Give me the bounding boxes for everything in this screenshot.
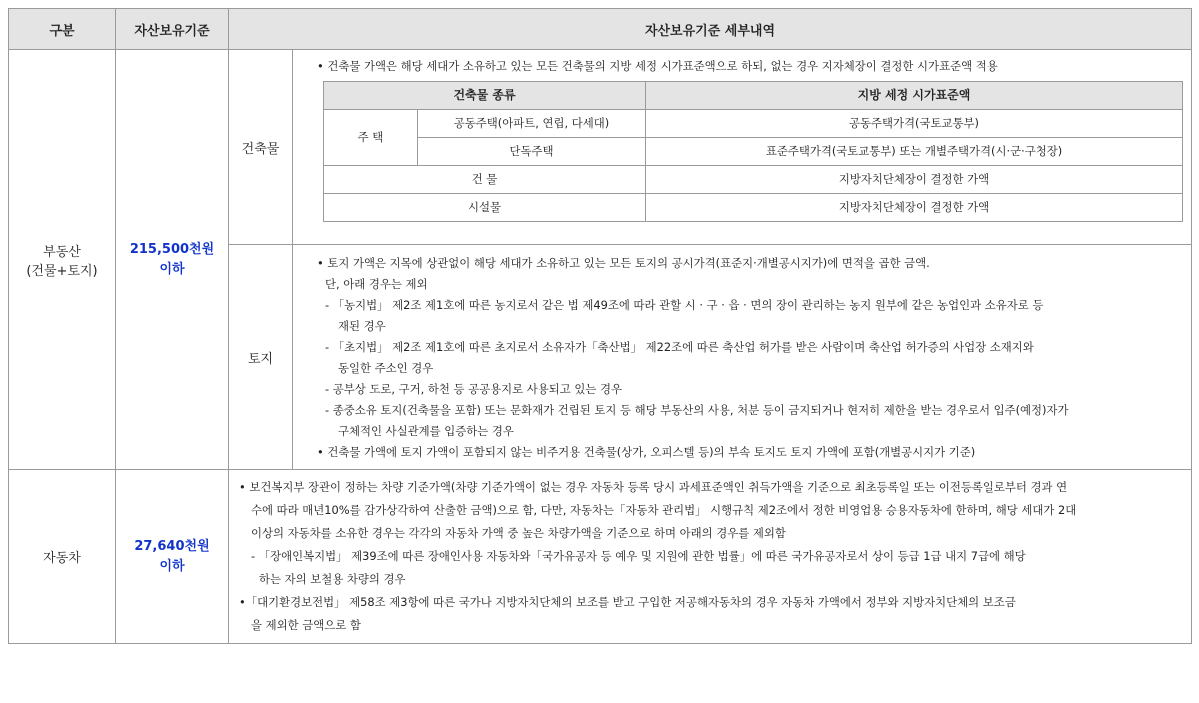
real-estate-category	[9, 50, 116, 470]
vehicle-standard-limit: 이하	[159, 558, 185, 574]
building-type-cell: 단독주택	[418, 138, 646, 166]
land-line: • 토지 가액은 지목에 상관없이 해당 세대가 소유하고 있는 모든 토지의 공시가격(표준지·개별공시지가)에 면적을 곱한 금액.	[317, 256, 930, 270]
vehicle-line: 하는 자의 보철용 차량의 경우	[259, 572, 406, 586]
vehicle-standard	[116, 470, 229, 644]
vehicle-row	[9, 470, 1192, 644]
land-line: - 종중소유 토지(건축물을 포함) 또는 문화재가 건립된 토지 등 해당 부동산의 사용, 처분 등이 금지되거나 현저히 제한을 받는 경우로서 입주(예정)자가	[325, 403, 1069, 417]
vehicle-category: 자동차	[9, 470, 116, 644]
land-line: 재된 경우	[338, 319, 386, 333]
building-type-cell: 건 물	[324, 166, 646, 194]
building-type-header: 건축물 종류	[324, 82, 646, 110]
real-estate-category-line1: 부동산	[43, 244, 81, 260]
vehicle-line: - 「장애인복지법」 제39조에 따른 장애인사용 자동차와「국가유공자 등 예우 및 지원에 관한 법률」에 따른 국가유공자로서 상이 등급 1급 내지 7급에 해당	[251, 549, 1026, 563]
vehicle-line: 을 제외한 금액으로 함	[251, 618, 361, 632]
land-line: 단, 아래 경우는 제외	[325, 277, 428, 291]
header-row	[9, 9, 1192, 50]
building-price-cell: 지방자치단체장이 결정한 가액	[646, 166, 1183, 194]
header-category: 구분	[9, 9, 116, 50]
vehicle-line: 이상의 자동차를 소유한 경우는 각각의 자동차 가액 중 높은 차량가액을 기준으로 하며 아래의 경우를 제외함	[251, 526, 786, 540]
header-detail: 자산보유기준 세부내역	[229, 9, 1192, 50]
building-type-cell: 시설물	[324, 194, 646, 222]
building-label: 건축물	[229, 50, 293, 245]
building-detail	[293, 50, 1192, 245]
building-price-header: 지방 세정 시가표준액	[646, 82, 1183, 110]
land-line: - 공부상 도로, 구거, 하천 등 공공용지로 사용되고 있는 경우	[325, 382, 623, 396]
building-type-cell: 공동주택(아파트, 연립, 다세대)	[418, 110, 646, 138]
asset-criteria-document	[8, 8, 1192, 644]
land-line: 구체적인 사실관계를 입증하는 경우	[338, 424, 514, 438]
vehicle-line: 수에 따라 매년10%를 감가상각하여 산출한 금액)으로 함, 다만, 자동차는「자동차 관리법」 시행규칙 제2조에서 정한 비영업용 승용자동차에 한하며, 해당 세대가 2대	[251, 503, 1077, 517]
land-label: 토지	[229, 245, 293, 470]
building-table-header	[324, 82, 1183, 110]
vehicle-line: • 보건복지부 장관이 정하는 차량 기준가액(차량 기준가액이 없는 경우 자동차 등록 당시 과세표준액인 취득가액을 기준으로 최초등록일 또는 이전등록일로부터 경과 연	[239, 480, 1068, 494]
real-estate-standard	[116, 50, 229, 470]
asset-criteria-table	[8, 8, 1192, 644]
building-table-row	[324, 110, 1183, 138]
land-line: - 「농지법」 제2조 제1호에 따른 농지로서 같은 법 제49조에 따라 관할 시 · 구 · 읍 · 면의 장이 관리하는 농지 원부에 같은 농업인과 소유자로 등	[325, 298, 1044, 312]
header-standard: 자산보유기준	[116, 9, 229, 50]
real-estate-category-line2: (건물+토지)	[26, 263, 98, 279]
land-detail	[293, 245, 1192, 470]
building-table-row	[324, 166, 1183, 194]
vehicle-standard-amount: 27,640천원	[134, 538, 210, 554]
real-estate-standard-limit: 이하	[159, 261, 185, 277]
land-line: - 「초지법」 제2조 제1호에 따른 초지로서 소유자가「축산법」 제22조에 따른 축산업 허가를 받은 사람이며 축산업 허가증의 사업장 소재지와	[325, 340, 1034, 354]
land-line: 동일한 주소인 경우	[338, 361, 434, 375]
vehicle-detail	[229, 470, 1192, 644]
land-line: • 건축물 가액에 토지 가액이 포함되지 않는 비주거용 건축물(상가, 오피스텔 등)의 부속 토지도 토지 가액에 포함(개별공시지가 기준)	[317, 445, 976, 459]
building-bullet: • 건축물 가액은 해당 세대가 소유하고 있는 모든 건축물의 지방 세정 시가표준액으로 하되, 없는 경우 지자체장이 결정한 시가표준액 적용	[317, 59, 998, 73]
vehicle-line: •「대기환경보전법」 제58조 제3항에 따른 국가나 지방자치단체의 보조를 받고 구입한 저공해자동차의 경우 자동차 가액에서 정부와 지방자치단체의 보조금	[239, 595, 1016, 609]
building-table-row	[324, 194, 1183, 222]
real-estate-standard-amount: 215,500천원	[129, 241, 215, 257]
real-estate-building-row	[9, 50, 1192, 245]
building-table-row	[324, 138, 1183, 166]
building-price-cell: 공동주택가격(국토교통부)	[646, 110, 1183, 138]
building-price-cell: 지방자치단체장이 결정한 가액	[646, 194, 1183, 222]
building-price-cell: 표준주택가격(국토교통부) 또는 개별주택가격(시·군·구청장)	[646, 138, 1183, 166]
building-price-table	[323, 81, 1183, 222]
housing-label: 주 택	[324, 110, 418, 166]
